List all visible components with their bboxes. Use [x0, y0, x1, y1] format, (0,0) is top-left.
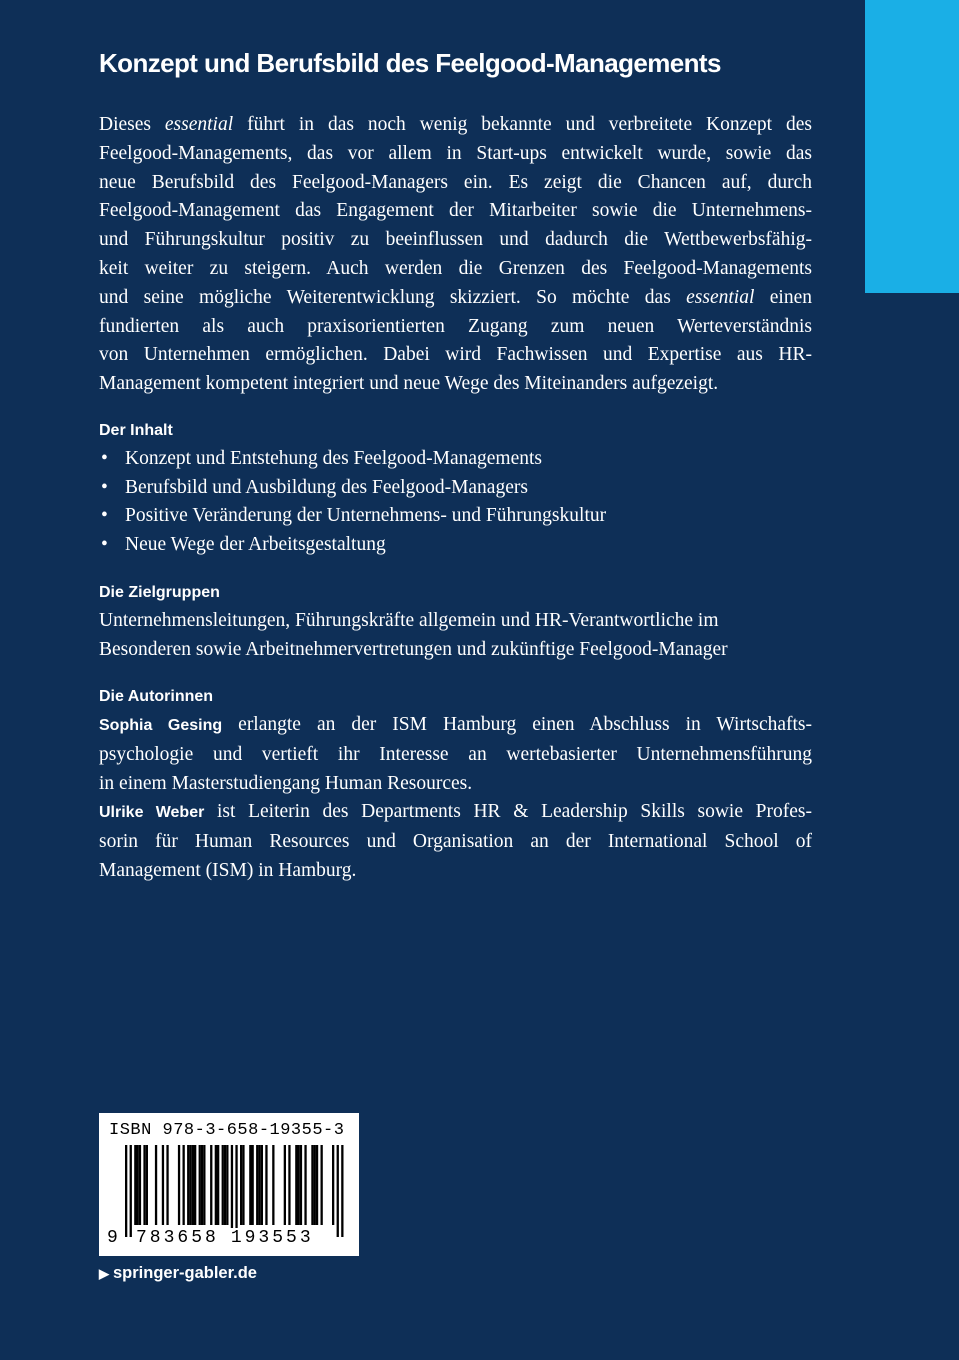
barcode-bars [107, 1145, 351, 1237]
barcode-bar [295, 1145, 297, 1225]
barcode-bar [224, 1145, 226, 1225]
barcode-bar [183, 1145, 185, 1225]
barcode-bar [258, 1145, 260, 1225]
barcode-bar [178, 1145, 180, 1225]
bullet-icon: • [101, 448, 108, 469]
inhalt-list [99, 445, 606, 560]
inhalt-item: • Konzept und Entstehung des Feelgood-Managements [99, 445, 606, 474]
barcode-bar [125, 1145, 127, 1237]
barcode-bar [311, 1145, 313, 1225]
barcode-bar [143, 1145, 145, 1225]
bullet-icon: • [101, 505, 108, 527]
barcode-bar [226, 1145, 228, 1225]
barcode-bar [187, 1145, 189, 1225]
barcode-bar [137, 1145, 139, 1225]
inhalt-item: • Berufsbild und Ausbildung des Feelgood-Managers [99, 474, 606, 503]
barcode-bar [235, 1145, 237, 1237]
intro-paragraph [99, 111, 812, 399]
inhalt-item: • Neue Wege der Arbeitsgestaltung [99, 531, 606, 560]
barcode-bar [189, 1145, 191, 1225]
barcode-bar [265, 1145, 267, 1225]
barcode-bar [210, 1145, 212, 1225]
barcode-bar [337, 1145, 339, 1237]
intro-line: Feelgood-Managements, das vor allem in Start-ups entwickelt wurde, sowie das [99, 142, 812, 164]
zielgruppen-text: Unternehmensleitungen, Führungskräfte allgemein und HR-Verantwortliche im Besonderen sowie Arbeitnehmervertretungen und zukünftige Feelgood-Manager [99, 610, 728, 660]
barcode-bar [231, 1145, 233, 1237]
bullet-icon: • [101, 534, 108, 556]
author2-name: Ulrike Weber [99, 804, 205, 822]
author1-line: Sophia Gesing erlangte an der ISM Hamburg einen Abschluss in Wirtschafts- [99, 714, 813, 735]
barcode-bar [130, 1145, 132, 1237]
author1-name: Sophia Gesing [99, 717, 223, 734]
barcode-bar [134, 1145, 136, 1225]
intro-line: und seine mögliche Weiterentwicklung skizziert. So möchte das essential einen [99, 286, 812, 308]
intro-line: Management kompetent integriert und neue Wege des Miteinanders aufgezeigt. [99, 373, 719, 395]
barcode-bar [146, 1145, 148, 1225]
barcode-bar [304, 1145, 306, 1225]
barcode-bar [284, 1145, 286, 1225]
barcode-bar [242, 1145, 244, 1225]
autorinnen-heading: Die Autorinnen [99, 688, 214, 705]
publisher-link[interactable]: ▶ springer-gabler.de [99, 1264, 257, 1282]
barcode-bar [199, 1145, 201, 1225]
barcode-bar [321, 1145, 323, 1225]
barcode-bar [217, 1145, 219, 1225]
bullet-icon: • [101, 476, 108, 498]
barcode-bar [341, 1145, 343, 1237]
ean-digits: 9 783658 193553 [107, 1228, 314, 1248]
intro-line: und Führungskultur positiv zu beeinflussen und dadurch die Wettbewerbsfähig- [99, 229, 812, 251]
barcode-bar [256, 1145, 258, 1225]
intro-line: Dieses essential führt in das noch wenig bekannte und verbreitete Konzept des [99, 114, 812, 135]
autorinnen-text: Sophia Gesing erlangte an der ISM Hamburg einen Abschluss in Wirtschafts- psychologie und vertieft ihr Interesse an wertebasierter Unternehmensführung in einem Masterstudiengang Human Resources. Ulrike Weber ist Leiterin des Departments HR & Leadership Skills sowie Profes- sorin für Human Resources und Organisation an der International School of Management (ISM) in Hamburg. [99, 711, 812, 886]
barcode-bar [162, 1145, 164, 1225]
barcode-bar [314, 1145, 316, 1225]
intro-line: keit weiter zu steigern. Auch werden die Grenzen des Feelgood-Managements [99, 257, 812, 279]
barcode-bar [261, 1145, 263, 1225]
barcode-bar [272, 1145, 274, 1225]
barcode-bar [222, 1145, 224, 1225]
barcode-bar [300, 1145, 302, 1225]
zielgruppen-heading: Die Zielgruppen [99, 584, 220, 601]
barcode-bar [155, 1145, 157, 1225]
barcode-bar [332, 1145, 334, 1225]
book-title: Konzept und Berufsbild des Feelgood-Managements [99, 48, 721, 78]
inhalt-heading: Der Inhalt [99, 422, 173, 439]
barcode-bar [249, 1145, 251, 1225]
isbn-label: ISBN 978-3-658-19355-3 [109, 1121, 345, 1140]
barcode-bar [215, 1145, 217, 1225]
barcode-bar [240, 1145, 242, 1225]
intro-line: neue Berufsbild des Feelgood-Managers ein. Es zeigt die Chancen auf, durch [99, 171, 812, 193]
barcode-bar [194, 1145, 196, 1225]
barcode-bar [252, 1145, 254, 1225]
barcode-bar [201, 1145, 203, 1225]
isbn-barcode [99, 1113, 359, 1256]
barcode-bar [192, 1145, 194, 1225]
intro-line: fundierten als auch praxisorientierten Zugang zum neuen Werteverständnis [99, 315, 812, 337]
barcode-bar [316, 1145, 318, 1225]
barcode-bar [288, 1145, 290, 1225]
barcode-bar [166, 1145, 168, 1225]
barcode-bar [203, 1145, 205, 1225]
accent-bar [865, 0, 959, 293]
intro-line: Feelgood-Management das Engagement der Mitarbeiter sowie die Unternehmens- [99, 200, 812, 222]
inhalt-item: • Positive Veränderung der Unternehmens- und Führungskultur [99, 502, 606, 531]
barcode-bar [139, 1145, 141, 1225]
author2-line: Ulrike Weber ist Leiterin des Departments HR & Leadership Skills sowie Profes- [99, 801, 812, 823]
play-arrow-icon: ▶ [99, 1266, 109, 1281]
intro-line: von Unternehmen ermöglichen. Dabei wird Fachwissen und Expertise aus HR- [99, 344, 812, 366]
barcode-bar [298, 1145, 300, 1225]
